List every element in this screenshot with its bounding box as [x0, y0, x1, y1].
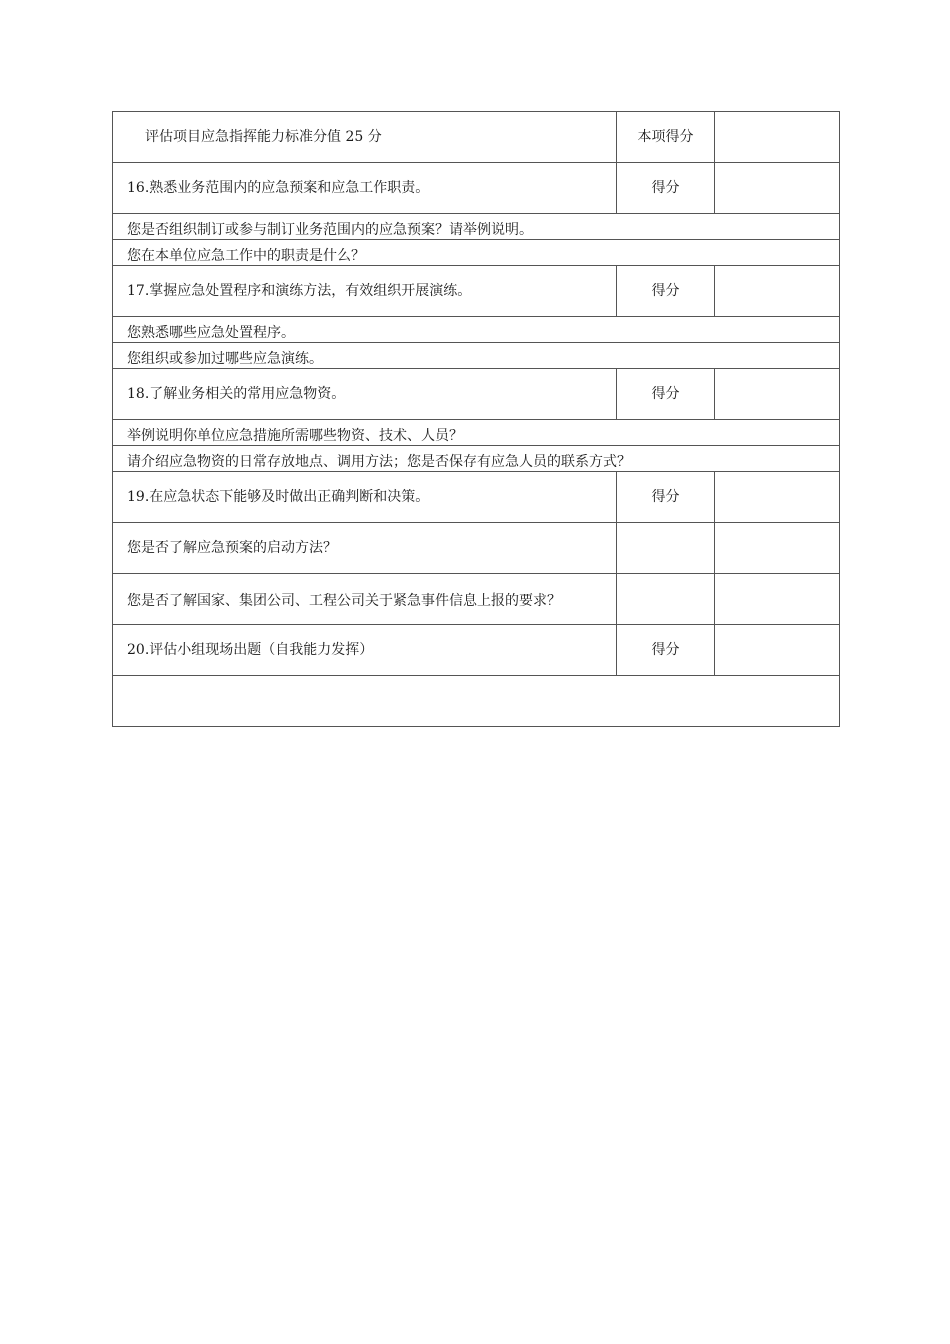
item-text: 17.掌握应急处置程序和演练方法，有效组织开展演练。	[113, 266, 617, 317]
question-text: 请介绍应急物资的日常存放地点、调用方法；您是否保存有应急人员的联系方式？	[113, 446, 840, 472]
question-row	[113, 574, 840, 625]
question-text: 您熟悉哪些应急处置程序。	[113, 317, 840, 343]
question-row	[113, 343, 840, 369]
item-text: 19.在应急状态下能够及时做出正确判断和决策。	[113, 472, 617, 523]
item-row-19	[113, 472, 840, 523]
item-text: 18.了解业务相关的常用应急物资。	[113, 369, 617, 420]
question-text: 您组织或参加过哪些应急演练。	[113, 343, 840, 369]
question-row	[113, 420, 840, 446]
item-row-16	[113, 163, 840, 214]
question-text: 举例说明你单位应急措施所需哪些物资、技术、人员？	[113, 420, 840, 446]
answer-row	[113, 676, 840, 727]
empty-cell	[715, 574, 840, 625]
header-row	[113, 112, 840, 163]
score-label: 得分	[617, 472, 715, 523]
item-row-17	[113, 266, 840, 317]
question-row	[113, 214, 840, 240]
score-cell[interactable]	[715, 472, 840, 523]
score-label: 得分	[617, 266, 715, 317]
question-text: 您是否了解国家、集团公司、工程公司关于紧急事件信息上报的要求？	[113, 574, 617, 625]
item-text: 16.熟悉业务范围内的应急预案和应急工作职责。	[113, 163, 617, 214]
item-row-20	[113, 625, 840, 676]
total-score-cell[interactable]	[715, 112, 840, 163]
empty-cell	[715, 523, 840, 574]
score-cell[interactable]	[715, 266, 840, 317]
score-cell[interactable]	[715, 625, 840, 676]
question-text: 您在本单位应急工作中的职责是什么？	[113, 240, 840, 266]
question-row	[113, 446, 840, 472]
score-label: 得分	[617, 163, 715, 214]
question-row	[113, 240, 840, 266]
item-text: 20.评估小组现场出题（自我能力发挥）	[113, 625, 617, 676]
empty-cell	[617, 523, 715, 574]
total-score-label: 本项得分	[617, 112, 715, 163]
assessment-title: 评估项目应急指挥能力标准分值 25 分	[113, 112, 617, 163]
score-cell[interactable]	[715, 369, 840, 420]
score-cell[interactable]	[715, 163, 840, 214]
item-row-18	[113, 369, 840, 420]
score-label: 得分	[617, 625, 715, 676]
answer-cell[interactable]	[113, 676, 840, 727]
question-text: 您是否了解应急预案的启动方法？	[113, 523, 617, 574]
assessment-table	[112, 111, 840, 727]
score-label: 得分	[617, 369, 715, 420]
question-text: 您是否组织制订或参与制订业务范围内的应急预案？请举例说明。	[113, 214, 840, 240]
question-row	[113, 523, 840, 574]
empty-cell	[617, 574, 715, 625]
question-row	[113, 317, 840, 343]
